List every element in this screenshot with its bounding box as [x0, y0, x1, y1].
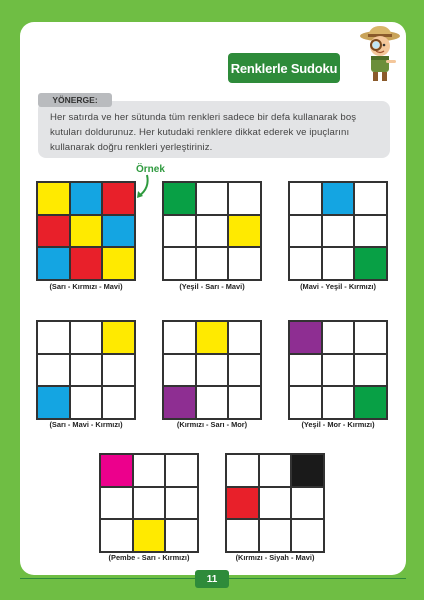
empty-cell[interactable] [228, 386, 261, 419]
empty-cell[interactable] [289, 386, 322, 419]
empty-cell[interactable] [196, 247, 229, 280]
empty-cell[interactable] [228, 321, 261, 354]
grid-caption: (Pembe - Sarı - Kırmızı) [108, 553, 190, 562]
colored-cell [322, 182, 355, 215]
colored-cell [226, 487, 259, 520]
instruction-text: Her satırda ve her sütunda tüm renkleri sadece bir defa kullanarak boş kutuları doldurunuz. Her kutudaki renklere dikkat ederek ve ipuçlarını kullanarak doğru renkleri yerleştiriniz. [50, 112, 357, 153]
empty-cell[interactable] [133, 454, 166, 487]
empty-cell[interactable] [228, 247, 261, 280]
empty-cell[interactable] [163, 321, 196, 354]
empty-cell[interactable] [226, 519, 259, 552]
empty-cell[interactable] [100, 519, 133, 552]
colored-cell [100, 454, 133, 487]
sudoku-grid [99, 453, 199, 553]
empty-cell[interactable] [133, 487, 166, 520]
sudoku-grid [162, 181, 262, 281]
empty-cell[interactable] [165, 454, 198, 487]
sudoku-grid [225, 453, 325, 553]
colored-cell [37, 247, 70, 280]
colored-cell [37, 182, 70, 215]
empty-cell[interactable] [291, 519, 324, 552]
empty-cell[interactable] [165, 487, 198, 520]
empty-cell[interactable] [322, 215, 355, 248]
empty-cell[interactable] [165, 519, 198, 552]
colored-cell [354, 386, 387, 419]
example-arrow-icon [134, 174, 154, 202]
empty-cell[interactable] [196, 386, 229, 419]
colored-cell [289, 321, 322, 354]
colored-cell [163, 182, 196, 215]
colored-cell [291, 454, 324, 487]
empty-cell[interactable] [322, 321, 355, 354]
colored-cell [37, 215, 70, 248]
colored-cell [163, 386, 196, 419]
empty-cell[interactable] [163, 215, 196, 248]
colored-cell [102, 247, 135, 280]
sudoku-grid [288, 181, 388, 281]
explorer-mascot-icon [358, 24, 402, 84]
colored-cell [70, 247, 103, 280]
empty-cell[interactable] [163, 247, 196, 280]
empty-cell[interactable] [289, 215, 322, 248]
empty-cell[interactable] [70, 354, 103, 387]
colored-cell [228, 215, 261, 248]
grid-caption: (Kırmızı - Siyah - Mavi) [235, 553, 315, 562]
empty-cell[interactable] [259, 519, 292, 552]
instruction-label: YÖNERGE: [38, 93, 112, 107]
empty-cell[interactable] [354, 215, 387, 248]
empty-cell[interactable] [322, 386, 355, 419]
grid-caption: (Sarı - Mavi - Kırmızı) [49, 420, 123, 429]
grid-caption: (Sarı - Kırmızı - Mavi) [49, 282, 123, 291]
empty-cell[interactable] [228, 354, 261, 387]
colored-cell [70, 215, 103, 248]
empty-cell[interactable] [322, 354, 355, 387]
grid-caption: (Kırmızı - Sarı - Mor) [176, 420, 248, 429]
empty-cell[interactable] [163, 354, 196, 387]
empty-cell[interactable] [289, 247, 322, 280]
empty-cell[interactable] [37, 354, 70, 387]
sudoku-grid [36, 181, 136, 281]
colored-cell [354, 247, 387, 280]
example-label: Örnek [136, 164, 165, 175]
colored-cell [196, 321, 229, 354]
empty-cell[interactable] [102, 386, 135, 419]
empty-cell[interactable] [102, 354, 135, 387]
page-number: 11 [195, 570, 229, 588]
empty-cell[interactable] [100, 487, 133, 520]
empty-cell[interactable] [259, 454, 292, 487]
colored-cell [133, 519, 166, 552]
empty-cell[interactable] [196, 354, 229, 387]
empty-cell[interactable] [196, 215, 229, 248]
sudoku-grid [36, 320, 136, 420]
empty-cell[interactable] [322, 247, 355, 280]
empty-cell[interactable] [354, 182, 387, 215]
grid-caption: (Mavi - Yeşil - Kırmızı) [300, 282, 376, 291]
colored-cell [102, 215, 135, 248]
empty-cell[interactable] [354, 354, 387, 387]
colored-cell [102, 321, 135, 354]
empty-cell[interactable] [228, 182, 261, 215]
colored-cell [70, 182, 103, 215]
empty-cell[interactable] [196, 182, 229, 215]
empty-cell[interactable] [289, 354, 322, 387]
empty-cell[interactable] [70, 321, 103, 354]
empty-cell[interactable] [259, 487, 292, 520]
empty-cell[interactable] [289, 182, 322, 215]
empty-cell[interactable] [70, 386, 103, 419]
empty-cell[interactable] [37, 321, 70, 354]
sudoku-grid [288, 320, 388, 420]
grid-caption: (Yeşil - Sarı - Mavi) [179, 282, 245, 291]
page-title: Renklerle Sudoku [228, 53, 340, 83]
empty-cell[interactable] [354, 321, 387, 354]
empty-cell[interactable] [226, 454, 259, 487]
empty-cell[interactable] [291, 487, 324, 520]
sudoku-grid [162, 320, 262, 420]
colored-cell [102, 182, 135, 215]
grid-caption: (Yeşil - Mor - Kırmızı) [301, 420, 375, 429]
colored-cell [37, 386, 70, 419]
